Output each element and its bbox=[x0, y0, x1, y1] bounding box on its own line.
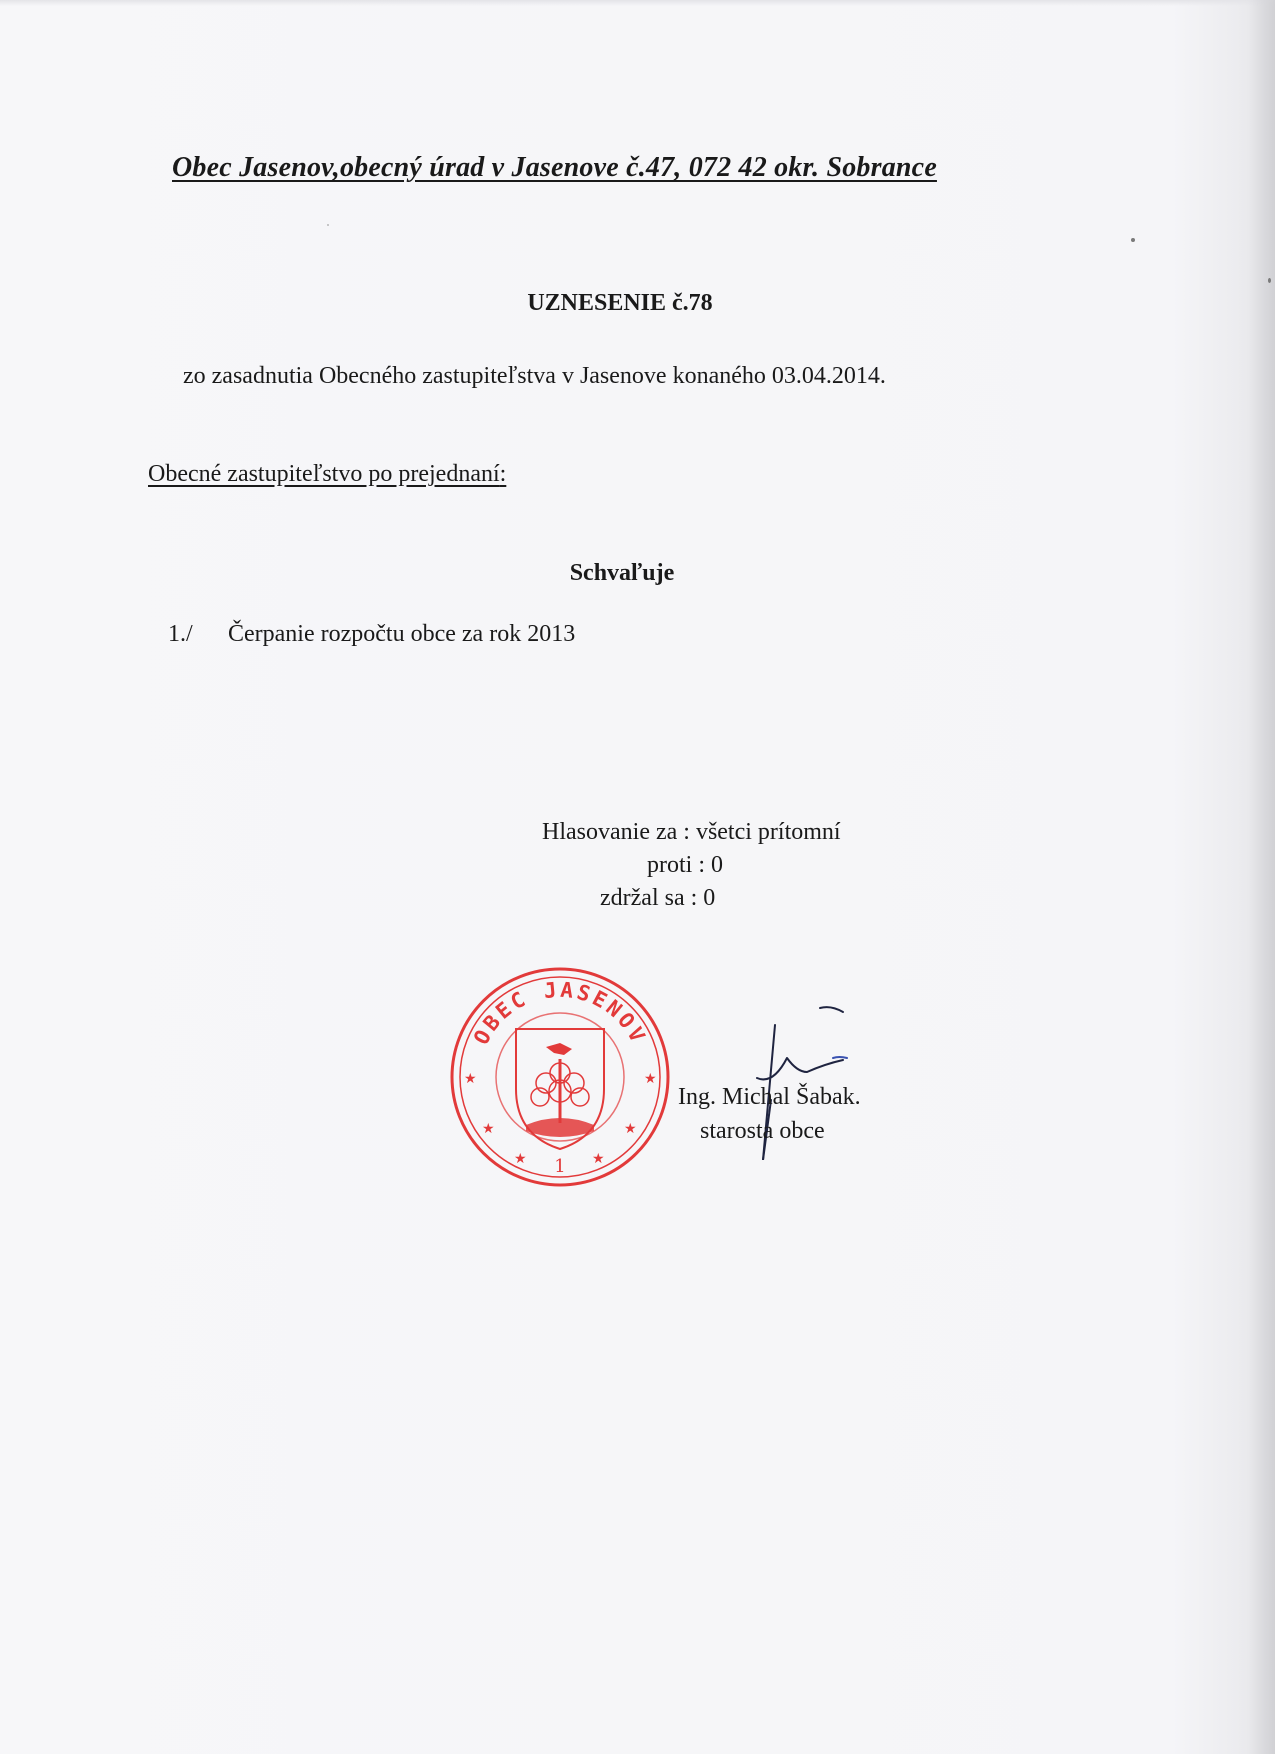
svg-text:★: ★ bbox=[482, 1121, 495, 1137]
vote-against: proti : 0 bbox=[647, 852, 723, 878]
municipal-stamp bbox=[446, 963, 674, 1191]
resolution-subtitle: zo zasadnutia Obecného zastupiteľstva v Jasenove konaného 03.04.2014. bbox=[183, 363, 886, 389]
resolution-title: UZNESENIE č.78 bbox=[527, 290, 713, 316]
svg-text:★: ★ bbox=[624, 1121, 637, 1137]
scan-right-shadow bbox=[1248, 0, 1275, 1754]
svg-text:★: ★ bbox=[644, 1071, 657, 1087]
council-intro-text: Obecné zastupiteľstvo po prejednaní bbox=[148, 461, 500, 487]
vote-for: Hlasovanie za : všetci prítomní bbox=[542, 819, 841, 845]
resolution-item bbox=[168, 621, 575, 648]
scan-top-edge bbox=[0, 0, 1275, 6]
scan-speck bbox=[327, 224, 329, 226]
council-intro bbox=[148, 461, 506, 488]
scan-speck bbox=[1268, 278, 1271, 283]
municipality-header: Obec Jasenov,obecný úrad v Jasenove č.47, 072 42 okr. Sobrance bbox=[172, 152, 937, 183]
vote-abstained: zdržal sa : 0 bbox=[600, 885, 716, 911]
signatory-name: Ing. Michal Šabak. bbox=[678, 1084, 861, 1110]
scan-speck bbox=[1131, 238, 1135, 242]
council-intro-colon: : bbox=[499, 461, 507, 487]
coat-of-arms-icon bbox=[516, 1029, 604, 1149]
stamp-number: 1 bbox=[554, 1156, 566, 1177]
signatory-role: starosta obce bbox=[700, 1118, 825, 1144]
svg-text:★: ★ bbox=[464, 1071, 477, 1087]
item-number: 1./ bbox=[168, 621, 193, 647]
item-text: Čerpanie rozpočtu obce za rok 2013 bbox=[228, 621, 576, 647]
svg-text:★: ★ bbox=[514, 1151, 527, 1167]
stamp-text: OBEC JASENOV bbox=[469, 977, 651, 1049]
approves-heading: Schvaľuje bbox=[569, 560, 675, 586]
svg-text:★: ★ bbox=[592, 1151, 605, 1167]
